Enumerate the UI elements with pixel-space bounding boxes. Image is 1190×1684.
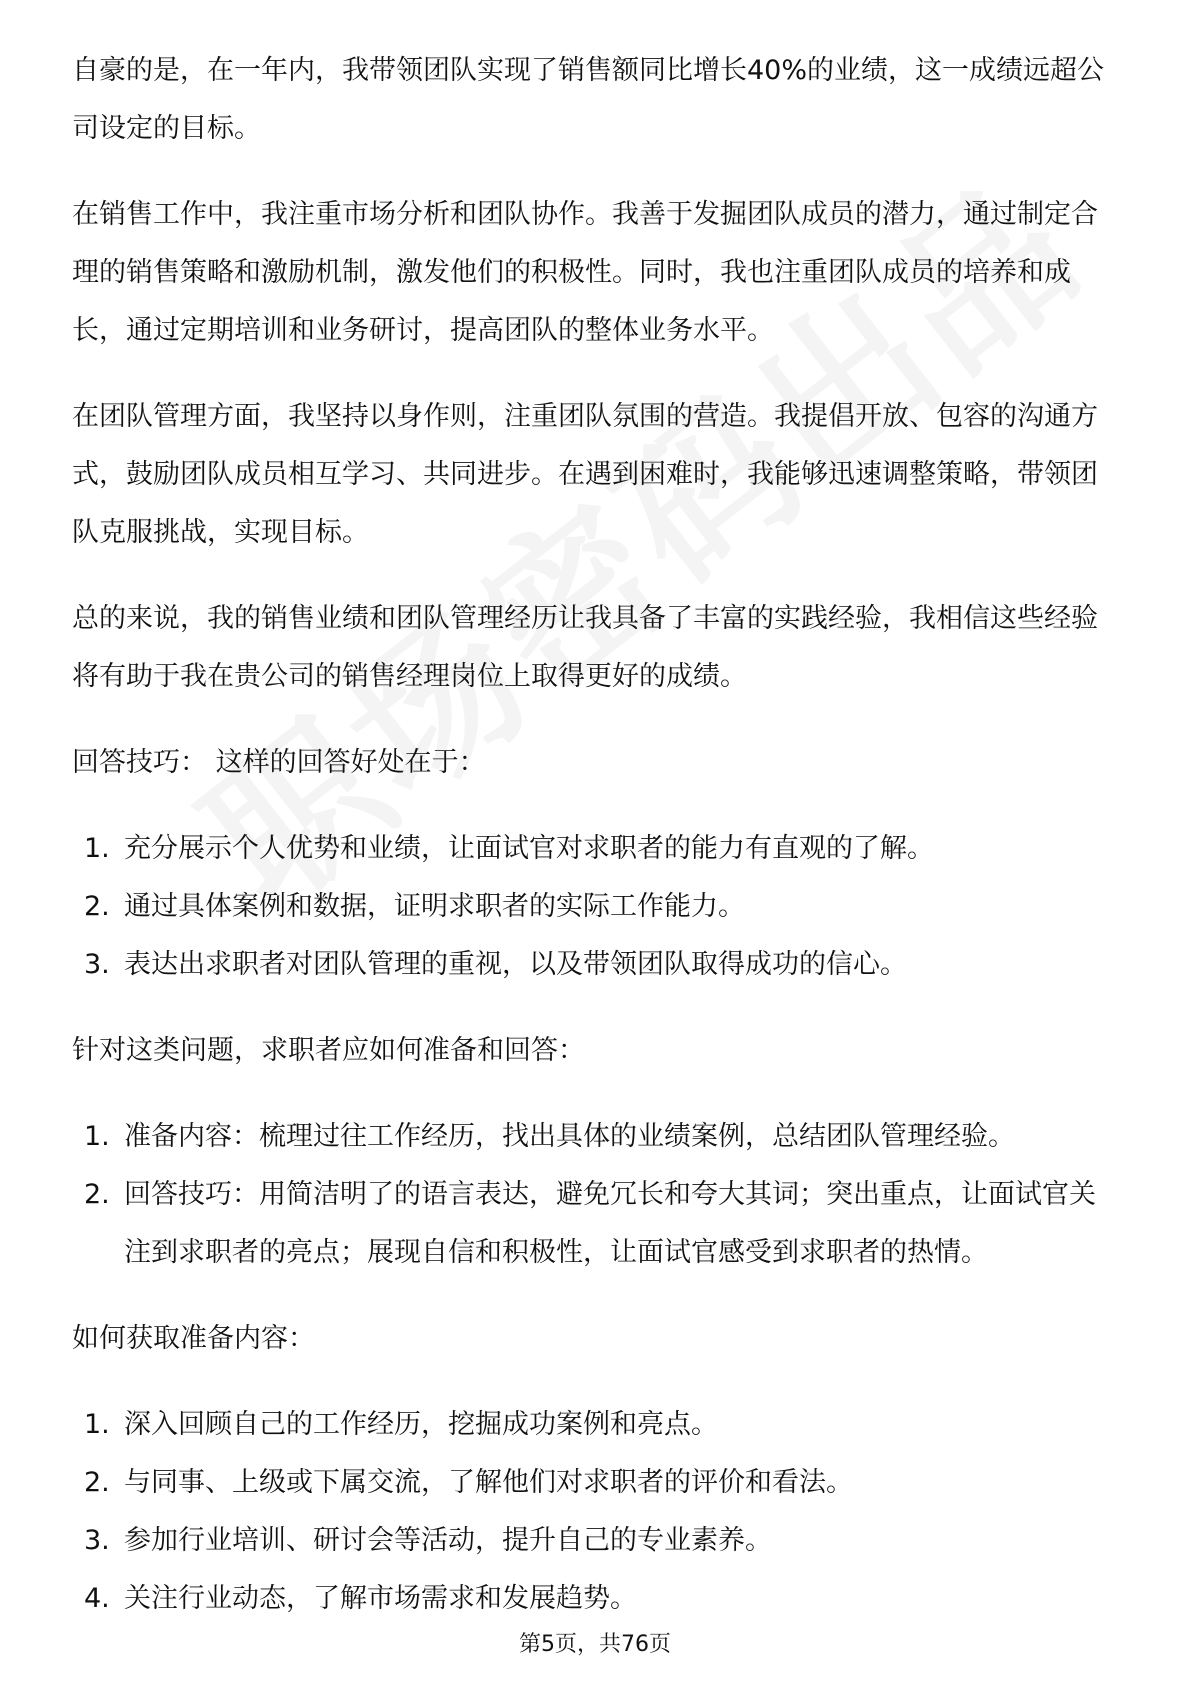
- tips-heading: 回答技巧： 这样的回答好处在于：: [72, 747, 486, 778]
- obtain-heading: 如何获取准备内容：: [72, 1323, 315, 1354]
- paragraph-achievement: 自豪的是，在一年内，我带领团队实现了销售额同比增长40%的业绩，这一成绩远超公司设定的目标。: [72, 55, 1105, 144]
- page-number: 第5页，共76页: [519, 1632, 671, 1657]
- tips-list: [72, 820, 1118, 994]
- list-item: 2. 与同事、上级或下属交流，了解他们对求职者的评价和看法。: [84, 1467, 853, 1498]
- paragraph-summary: 总的来说，我的销售业绩和团队管理经历让我具备了丰富的实践经验，我相信这些经验将有助于我在贵公司的销售经理岗位上取得更好的成绩。: [72, 603, 1098, 692]
- list-item: 3. 参加行业培训、研讨会等活动，提升自己的专业素养。: [84, 1525, 772, 1556]
- obtain-list: [72, 1396, 1118, 1628]
- list-item: 1. 深入回顾自己的工作经历，挖掘成功案例和亮点。: [84, 1409, 718, 1440]
- paragraph-sales-work: 在销售工作中，我注重市场分析和团队协作。我善于发掘团队成员的潜力，通过制定合理的销售策略和激励机制，激发他们的积极性。同时，我也注重团队成员的培养和成长，通过定期培训和业务研讨，提高团队的整体业务水平。: [72, 199, 1098, 346]
- prepare-heading: 针对这类问题，求职者应如何准备和回答：: [72, 1035, 585, 1066]
- list-item: 4. 关注行业动态，了解市场需求和发展趋势。: [84, 1583, 637, 1614]
- list-item: 1. 准备内容：梳理过往工作经历，找出具体的业绩案例，总结团队管理经验。: [84, 1121, 1015, 1152]
- list-item: 2. 回答技巧：用简洁明了的语言表达，避免冗长和夸大其词；突出重点，让面试官关注到求职者的亮点；展现自信和积极性，让面试官感受到求职者的热情。: [84, 1179, 1096, 1268]
- list-item: 3. 表达出求职者对团队管理的重视，以及带领团队取得成功的信心。: [84, 949, 907, 980]
- paragraph-team-management: 在团队管理方面，我坚持以身作则，注重团队氛围的营造。我提倡开放、包容的沟通方式，鼓励团队成员相互学习、共同进步。在遇到困难时，我能够迅速调整策略，带领团队克服挑战，实现目标。: [72, 401, 1098, 548]
- list-item: 2. 通过具体案例和数据，证明求职者的实际工作能力。: [84, 891, 745, 922]
- list-item: 1. 充分展示个人优势和业绩，让面试官对求职者的能力有直观的了解。: [84, 833, 934, 864]
- prepare-list: [72, 1108, 1118, 1282]
- document-body: [72, 42, 1118, 1656]
